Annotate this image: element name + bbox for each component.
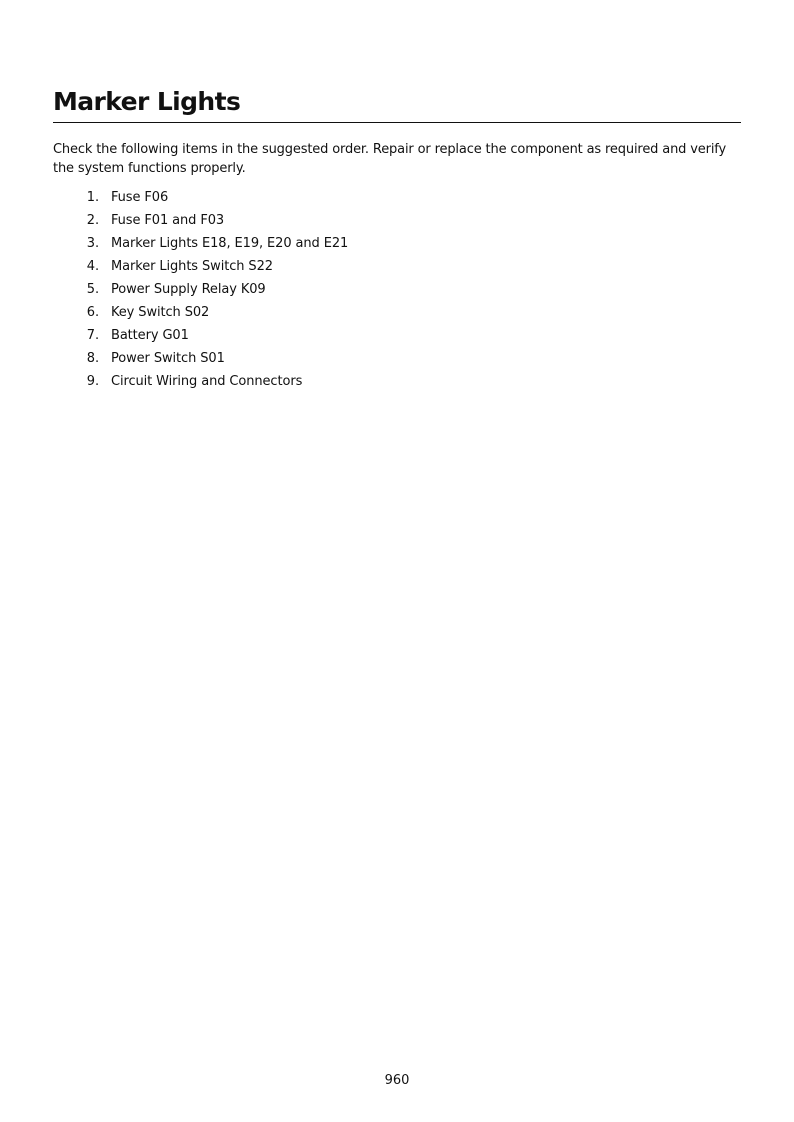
step-number: 9.	[86, 374, 99, 389]
step-number: 1.	[86, 190, 99, 205]
step-number: 8.	[86, 351, 99, 366]
page-title: Marker Lights	[53, 87, 241, 116]
step-number: 4.	[86, 259, 99, 274]
step-text: Power Switch S01	[111, 351, 225, 366]
intro-paragraph: Check the following items in the suggested order. Repair or replace the component as required and verify the system functions properly.	[53, 142, 727, 176]
step-text: Power Supply Relay K09	[111, 282, 266, 297]
page-number: 960	[384, 1073, 410, 1088]
step-text: Fuse F01 and F03	[111, 213, 225, 228]
step-text: Marker Lights E18, E19, E20 and E21	[111, 236, 349, 251]
title-divider	[53, 122, 741, 123]
step-text: Key Switch S02	[111, 305, 210, 320]
step-text: Marker Lights Switch S22	[111, 259, 273, 274]
step-number: 7.	[86, 328, 99, 343]
step-text: Fuse F06	[111, 190, 169, 205]
step-text: Circuit Wiring and Connectors	[111, 374, 303, 389]
step-number: 2.	[86, 213, 99, 228]
step-number: 5.	[86, 282, 99, 297]
step-number: 3.	[86, 236, 99, 251]
step-number: 6.	[86, 305, 99, 320]
step-text: Battery G01	[111, 328, 189, 343]
